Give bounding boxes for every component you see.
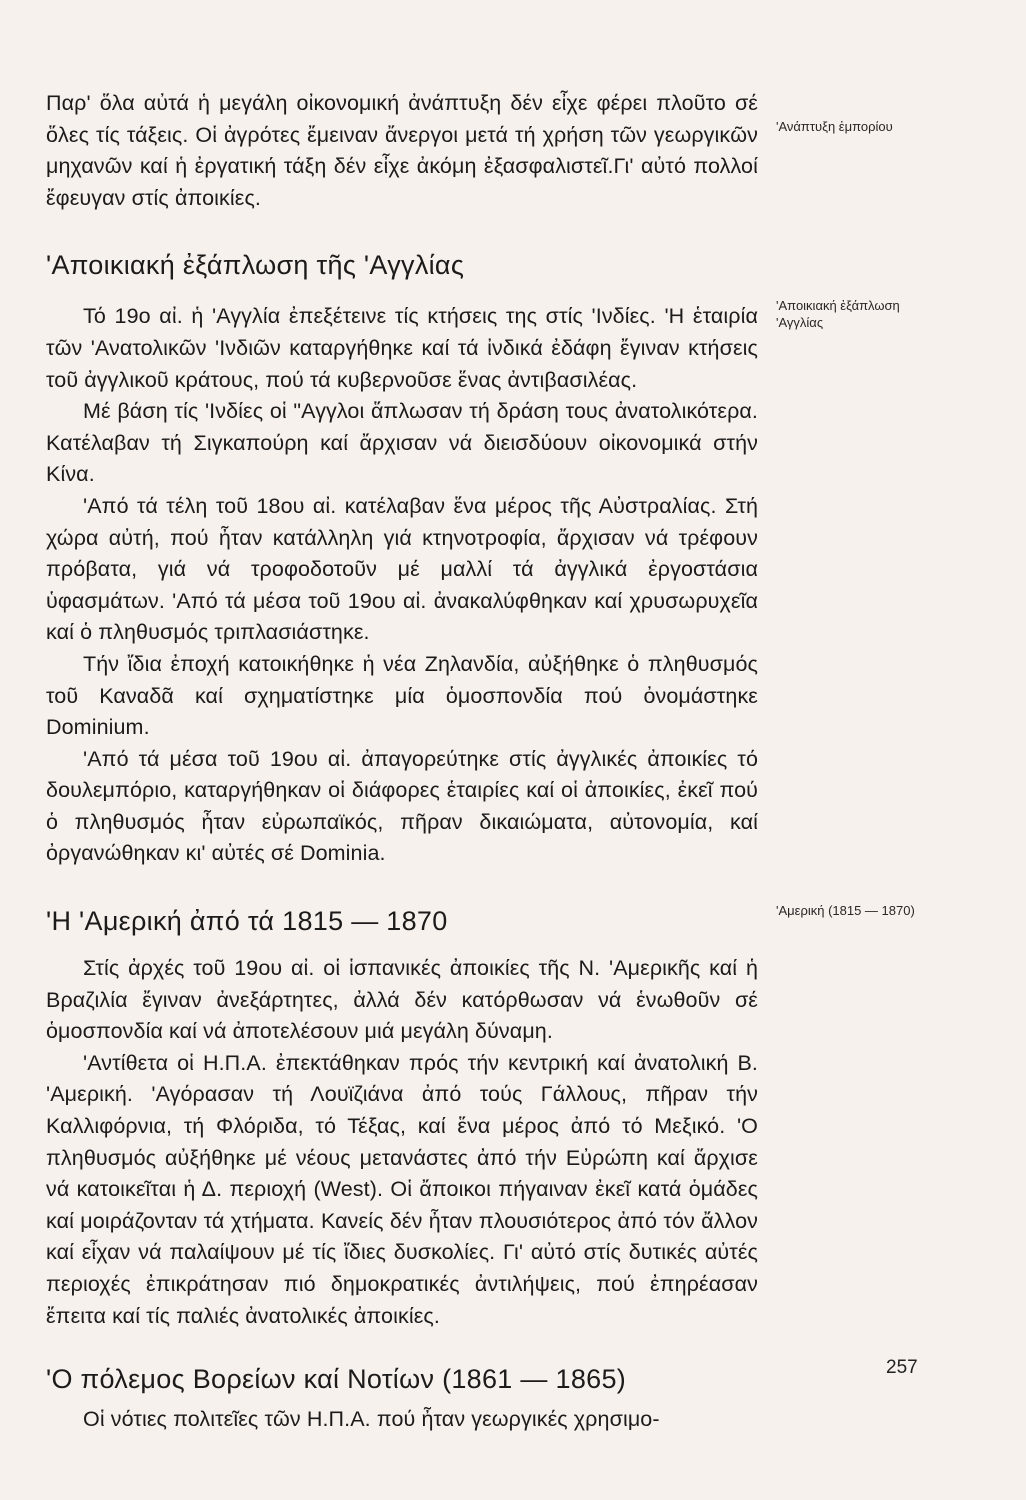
paragraph-south-america: Στίς ἀρχές τοῦ 19ου αἰ. οἱ ἱσπανικές ἀποικίες τῆς Ν. 'Αμερικῆς καί ἡ Βραζιλία ἔγιναν ἀνεξάρτητες, ἀλλά δέν κατόρθωσαν νά ἑνωθοῦν σέ ὁμοσπονδία καί νά ἀποτελέσουν μιά μεγάλη δύναμη. [46, 956, 758, 1044]
paragraph-southern-states: Οἱ νότιες πολιτεῖες τῶν Η.Π.Α. πού ἦταν γεωργικές χρησιμο- [83, 1407, 660, 1432]
paragraph-slave-trade-dominia: 'Από τά μέσα τοῦ 19ου αἰ. ἀπαγορεύτηκε στίς ἀγγλικές ἀποικίες τό δουλεμπόριο, καταργήθηκαν οἱ διάφορες ἑταιρίες καί οἱ ἀποικίες, ἐκεῖ πού ὁ πληθυσμός ἦταν εὐρωπαϊκός, πῆραν δικαιώματα, αὐτονομία, καί ὀργανώθηκαν κι' αὐτές σέ Dominia. [46, 746, 758, 866]
paragraph-india: Τό 19ο αἰ. ἡ 'Αγγλία ἐπεξέτεινε τίς κτήσεις της στίς 'Ινδίες. 'Η ἑταιρία τῶν 'Ανατολικῶν 'Ινδιῶν καταργήθηκε καί τά ἰνδικά ἐδάφη ἔγιναν κτήσεις τοῦ ἀγγλικοῦ κράτους, πού τά κυβερνοῦσε ἕνας ἀντιβασιλέας. [46, 304, 758, 392]
margin-note-colonial [776, 297, 991, 331]
heading-america-1815-1870: 'Η 'Αμερική ἀπό τά 1815 — 1870 [46, 906, 448, 937]
paragraph-economic-growth: Παρ' ὅλα αὐτά ἡ μεγάλη οἰκονομική ἀνάπτυξη δέν εἶχε φέρει πλοῦτο σέ ὅλες τίς τάξεις. Οἱ ἀγρότες ἔμειναν ἄνεργοι μετά τή χρήση τῶν γεωργικῶν μηχανῶν καί ἡ ἐργατική τάξη δέν εἶχε ἀκόμη ἐξασφαλιστεῖ.Γι' αὐτό πολλοί ἔφευγαν στίς ἀποικίες. [46, 91, 758, 210]
heading-colonial-expansion: 'Αποικιακή ἐξάπλωση τῆς 'Αγγλίας [46, 250, 465, 281]
paragraph-usa-expansion: 'Αντίθετα οἱ Η.Π.Α. ἐπεκτάθηκαν πρός τήν κεντρική καί ἀνατολική Β. 'Αμερική. 'Αγόρασαν τή Λουϊζιάνα ἀπό τούς Γάλλους, πῆραν τήν Καλλιφόρνια, τή Φλόριδα, τό Τέξας, καί ἕνα μέρος ἀπό τό Μεξικό. 'Ο πληθυσμός αὐξήθηκε μέ νέους μετανάστες ἀπό τήν Εὐρώπη καί ἄρχισε νά κατοικεῖται ἡ Δ. περιοχή (West). Οἱ ἄποικοι πήγαιναν ἐκεῖ κατά ὁμάδες καί μοιράζονταν τά χτήματα. Κανείς δέν ἦταν πλουσιότερος ἀπό τόν ἄλλον καί εἶχαν νά παλαίψουν μέ τίς ἴδιες δυσκολίες. Γι' αὐτό στίς δυτικές αὐτές περιοχές ἐπικράτησαν πιό δημοκρατικές ἀντιλήψεις, πού ἐπηρέασαν ἔπειτα καί τίς παλιές ἀνατολικές ἀποικίες. [46, 1050, 758, 1328]
margin-note-trade: 'Ανάπτυξη ἐμπορίου [776, 119, 893, 134]
main-column [46, 88, 758, 1436]
margin-note-colonial-line2: 'Αγγλίας [776, 315, 824, 330]
heading-civil-war: 'Ο πόλεμος Βορείων καί Νοτίων (1861 — 1865) [46, 1364, 627, 1395]
margin-note-america: 'Αμερική (1815 — 1870) [776, 903, 915, 918]
page-number: 257 [886, 1357, 918, 1378]
paragraph-australia: 'Από τά τέλη τοῦ 18ου αἰ. κατέλαβαν ἕνα μέρος τῆς Αὐστραλίας. Στή χώρα αὐτή, πού ἦταν κατάλληλη γιά κτηνοτροφία, ἄρχισαν νά τρέφουν πρόβατα, γιά νά τροφοδοτοῦν μέ μαλλί τά ἀγγλικά ἐργοστάσια ὑφασμάτων. 'Από τά μέσα τοῦ 19ου αἰ. ἀνακαλύφθηκαν καί χρυσωρυχεῖα καί ὁ πληθυσμός τριπλασιάστηκε. [46, 493, 758, 645]
paragraph-singapore-china: Μέ βάση τίς 'Ινδίες οἱ "Αγγλοι ἅπλωσαν τή δράση τους ἀνατολικότερα. Κατέλαβαν τή Σιγκαπούρη καί ἄρχισαν νά διεισδύουν οἰκονομικά στήν Κίνα. [46, 399, 758, 487]
paragraph-new-zealand-canada: Τήν ἴδια ἐποχή κατοικήθηκε ἡ νέα Ζηλανδία, αὐξήθηκε ὁ πληθυσμός τοῦ Καναδᾶ καί σχηματίστηκε μία ὁμοσπονδία πού ὀνομάστηκε Dominium. [46, 651, 758, 740]
margin-note-colonial-line1: 'Αποικιακή ἐξάπλωση [776, 298, 900, 313]
